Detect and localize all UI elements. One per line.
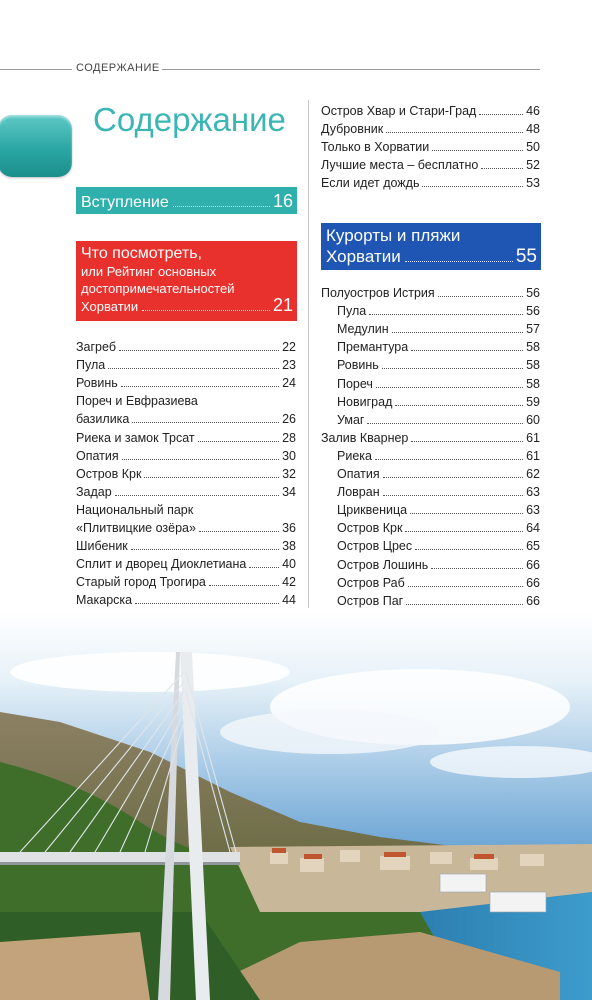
dot-leader [142, 310, 270, 311]
toc-item-label-line1: Пореч и Евфразиева [76, 394, 198, 409]
toc-item-label: Остров Крк [337, 521, 403, 536]
toc-item-label: Медулин [337, 322, 389, 337]
toc-item-label: Риека и замок Трсат [76, 430, 195, 445]
toc-item-page: 32 [282, 466, 296, 481]
toc-item-page: 64 [526, 521, 540, 536]
toc-item-label: Остров Паг [337, 593, 404, 608]
toc-item-page: 28 [282, 430, 296, 445]
toc-item-label-line2: «Плитвицкие озёра» [76, 520, 196, 535]
toc-item-label: Ровинь [337, 358, 379, 373]
toc-item[interactable] [76, 537, 296, 555]
section-page: 16 [272, 191, 293, 211]
toc-item-label: Пула [76, 358, 106, 373]
teal-tab-decoration [0, 115, 72, 177]
toc-item[interactable] [337, 574, 540, 592]
toc-item[interactable] [321, 284, 540, 302]
dot-leader [405, 261, 513, 262]
toc-item[interactable] [321, 156, 540, 174]
dot-leader [369, 314, 523, 315]
toc-item-page: 66 [526, 575, 540, 590]
toc-item[interactable] [337, 501, 540, 519]
toc-item-page: 36 [282, 520, 296, 535]
dot-leader [115, 495, 279, 496]
toc-item-label: Остров Крк [76, 466, 142, 481]
toc-item[interactable] [337, 537, 540, 555]
dot-leader [406, 604, 523, 605]
section-page: 21 [272, 295, 293, 315]
toc-item[interactable] [76, 374, 296, 392]
dot-leader [382, 368, 523, 369]
toc-item[interactable] [76, 429, 296, 447]
dot-leader [408, 586, 523, 587]
section-page: 55 [515, 246, 537, 267]
toc-item-page: 58 [526, 340, 540, 355]
dot-leader [209, 585, 279, 586]
toc-item[interactable] [337, 519, 540, 537]
toc-item-label: Ловран [337, 485, 380, 500]
toc-item[interactable] [337, 592, 540, 610]
toc-item[interactable] [321, 102, 540, 120]
toc-item-label: Залив Кварнер [321, 430, 409, 445]
toc-item-page: 62 [526, 467, 540, 481]
toc-item-label: Пореч [337, 376, 373, 391]
toc-item-label: Опатия [337, 467, 380, 481]
toc-item[interactable] [76, 573, 296, 591]
section-label: Вступление [81, 194, 169, 211]
dot-leader [383, 495, 523, 496]
toc-item-page: 61 [526, 430, 540, 445]
dot-leader [119, 350, 279, 351]
toc-item[interactable] [76, 591, 296, 609]
toc-item-page: 40 [282, 557, 296, 572]
dot-leader [131, 549, 279, 550]
toc-item[interactable] [337, 338, 540, 356]
toc-item-page: 48 [526, 122, 540, 137]
toc-section-intro[interactable] [76, 187, 297, 214]
toc-item-label: Лучшие места – бесплатно [321, 158, 479, 173]
dot-leader [376, 387, 523, 388]
toc-item-page: 57 [526, 322, 540, 337]
toc-item-label: Риека [337, 448, 372, 463]
dot-leader [199, 531, 279, 532]
toc-item-page: 63 [526, 503, 540, 518]
dot-leader [392, 332, 523, 333]
toc-item-page: 65 [526, 539, 540, 554]
toc-item-page: 61 [526, 448, 540, 463]
toc-item-page: 46 [526, 104, 540, 118]
toc-item-label: Шибеник [76, 539, 128, 554]
toc-item-label: Умаг [337, 412, 365, 427]
toc-item[interactable] [76, 555, 296, 573]
toc-item-label: Пула [337, 304, 367, 319]
toc-item-page: 66 [526, 593, 540, 608]
dot-leader [479, 114, 523, 115]
toc-item[interactable] [76, 338, 296, 356]
toc-item-page: 24 [282, 376, 296, 391]
toc-item-label-line2: базилика [76, 412, 130, 427]
toc-item[interactable] [337, 483, 540, 501]
dot-leader [144, 477, 279, 478]
toc-item-label: Остров Раб [337, 575, 405, 590]
section-label-line2: Хорватии [326, 247, 401, 266]
toc-item-page: 60 [526, 412, 540, 427]
toc-item[interactable] [321, 138, 540, 156]
toc-item-label: Дубровник [321, 122, 384, 137]
toc-item-label: Если идет дождь [321, 176, 420, 191]
toc-item-page: 58 [526, 358, 540, 373]
page-title: Содержание [93, 101, 286, 138]
toc-item-page: 22 [282, 340, 296, 354]
toc-item-page: 38 [282, 539, 296, 554]
toc-item-label: Опатия [76, 448, 119, 463]
dot-leader [432, 150, 523, 151]
dot-leader [410, 513, 523, 514]
toc-item[interactable] [76, 465, 296, 483]
dot-leader [395, 405, 523, 406]
toc-item[interactable] [337, 411, 540, 429]
toc-section-resorts[interactable] [321, 223, 541, 270]
dot-leader [198, 441, 279, 442]
toc-item-label: Остров Лошинь [337, 557, 429, 572]
toc-item-page: 52 [526, 158, 540, 173]
section-label-line2: или Рейтинг основных [81, 264, 217, 279]
toc-item-label: Сплит и дворец Диоклетиана [76, 557, 247, 572]
toc-item[interactable] [337, 447, 540, 465]
section-label-line4: Хорватии [81, 299, 139, 314]
toc-item-page: 50 [526, 140, 540, 155]
toc-item-label: Премантура [337, 340, 409, 355]
toc-item[interactable] [321, 174, 540, 192]
header-rule-right [162, 69, 540, 70]
toc-item[interactable] [337, 356, 540, 374]
toc-item-label: Задар [76, 484, 112, 499]
toc-item[interactable] [76, 483, 296, 501]
column-divider [308, 100, 309, 608]
toc-item-page: 63 [526, 485, 540, 500]
toc-item-page: 56 [526, 286, 540, 300]
dot-leader [367, 423, 523, 424]
toc-item-label-line1: Национальный парк [76, 502, 194, 517]
toc-item-label: Только в Хорватии [321, 140, 430, 155]
toc-item[interactable] [76, 447, 296, 465]
dot-leader [438, 296, 523, 297]
dot-leader [122, 459, 279, 460]
dot-leader [481, 168, 523, 169]
toc-item[interactable] [76, 392, 296, 428]
dot-leader [386, 132, 523, 133]
toc-item[interactable] [321, 120, 540, 138]
dot-leader [173, 206, 270, 207]
toc-item-page: 53 [526, 176, 540, 191]
header-rule-left [0, 69, 72, 70]
toc-item-page: 66 [526, 557, 540, 572]
running-head: СОДЕРЖАНИЕ [76, 62, 160, 74]
dot-leader [415, 549, 523, 550]
toc-item-page: 34 [282, 484, 296, 499]
toc-item[interactable] [76, 501, 296, 537]
toc-item-page: 59 [526, 394, 540, 409]
toc-item[interactable] [337, 302, 540, 320]
toc-item-page: 56 [526, 304, 540, 319]
toc-item-label: Старый город Трогира [76, 575, 206, 590]
toc-item-page: 26 [282, 412, 296, 427]
dot-leader [431, 568, 523, 569]
toc-item-label: Ровинь [76, 376, 118, 391]
dot-leader [411, 441, 523, 442]
toc-item-page: 44 [282, 593, 296, 608]
dot-leader [405, 531, 523, 532]
toc-item-page: 30 [282, 448, 296, 463]
toc-item-page: 23 [282, 358, 296, 373]
toc-item[interactable] [321, 429, 540, 447]
section-label-line1: Что посмотреть, [81, 245, 202, 262]
dot-leader [375, 459, 523, 460]
toc-item-label: Загреб [76, 340, 116, 354]
dot-leader [249, 567, 279, 568]
toc-item-label: Остров Хвар и Стари-Град [321, 104, 477, 118]
dot-leader [135, 603, 279, 604]
toc-item[interactable] [337, 393, 540, 411]
toc-item[interactable] [337, 320, 540, 338]
dot-leader [108, 368, 279, 369]
dot-leader [422, 186, 523, 187]
dot-leader [121, 386, 279, 387]
toc-item-label: Макарска [76, 593, 133, 608]
dot-leader [132, 422, 279, 423]
dot-leader [411, 350, 523, 351]
toc-item[interactable] [337, 375, 540, 393]
toc-section-sights[interactable] [76, 241, 297, 321]
bridge-photo [0, 612, 592, 1000]
toc-item-label: Цриквеница [337, 503, 408, 518]
toc-item-label: Новиград [337, 394, 393, 409]
toc-item-page: 58 [526, 376, 540, 391]
toc-item[interactable] [337, 465, 540, 483]
toc-item-page: 42 [282, 575, 296, 590]
toc-item-label: Остров Црес [337, 539, 413, 554]
toc-item[interactable] [337, 556, 540, 574]
toc-item-label: Полуостров Истрия [321, 286, 435, 300]
section-label-line3: достопримечательностей [81, 281, 235, 296]
toc-item[interactable] [76, 356, 296, 374]
section-label-line1: Курорты и пляжи [326, 226, 461, 245]
dot-leader [383, 477, 523, 478]
